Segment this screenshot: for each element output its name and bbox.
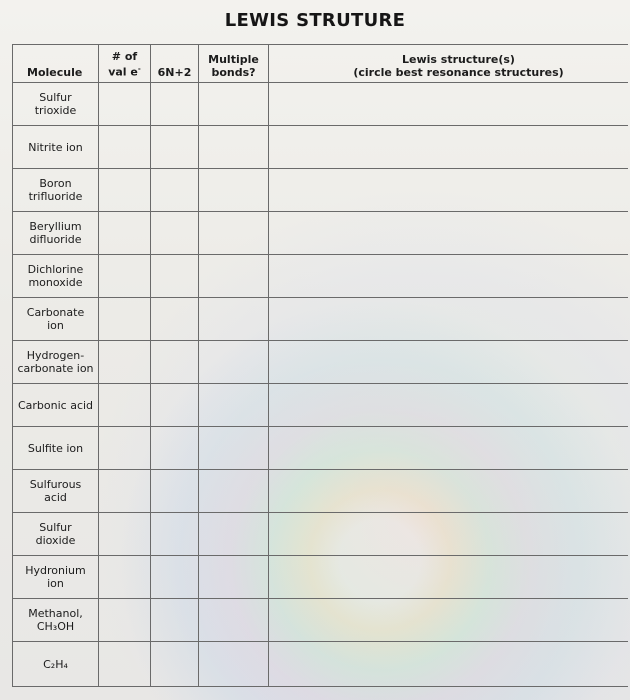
- multiple-bonds-cell[interactable]: [199, 169, 269, 212]
- molecule-name-line2: ion: [47, 577, 64, 590]
- valence-electrons-cell[interactable]: [99, 384, 151, 427]
- table-body: [13, 83, 629, 687]
- multiple-bonds-cell[interactable]: [199, 126, 269, 169]
- molecule-name-line1: Sulfur: [39, 91, 72, 104]
- header-multiple-line2: bonds?: [211, 66, 256, 79]
- molecule-name-line1: Sulfite ion: [27, 441, 84, 455]
- header-row: [13, 45, 629, 83]
- table-row-boron-trifluoride: [13, 169, 629, 212]
- molecule-name-cell: [13, 556, 99, 599]
- molecule-name-cell: [13, 212, 99, 255]
- six-n-plus-2-cell[interactable]: [151, 427, 199, 470]
- header-6n2-label: 6N+2: [157, 66, 192, 79]
- table-row-carbonic-acid: [13, 384, 629, 427]
- molecule-name-line1: Hydronium: [25, 564, 86, 577]
- molecule-name-line1: Beryllium: [29, 220, 82, 233]
- valence-electrons-cell[interactable]: [99, 255, 151, 298]
- valence-electrons-cell[interactable]: [99, 513, 151, 556]
- valence-electrons-cell[interactable]: [99, 83, 151, 126]
- molecule-name-line2: monoxide: [28, 276, 83, 289]
- table-row-carbonate-ion: [13, 298, 629, 341]
- lewis-structure-cell[interactable]: [269, 642, 629, 687]
- table-row-nitrite-ion: [13, 126, 629, 169]
- molecule-name-line1: Methanol,: [28, 607, 83, 620]
- lewis-structure-cell[interactable]: [269, 83, 629, 126]
- table-row-sulfur-trioxide: [13, 83, 629, 126]
- multiple-bonds-cell[interactable]: [199, 513, 269, 556]
- multiple-bonds-cell[interactable]: [199, 212, 269, 255]
- six-n-plus-2-cell[interactable]: [151, 599, 199, 642]
- molecule-name-line1: Sulfur: [39, 521, 72, 534]
- six-n-plus-2-cell[interactable]: [151, 212, 199, 255]
- valence-electrons-cell[interactable]: [99, 470, 151, 513]
- molecule-name-line1: Hydrogen-: [26, 349, 85, 362]
- valence-electrons-cell[interactable]: [99, 298, 151, 341]
- multiple-bonds-cell[interactable]: [199, 341, 269, 384]
- six-n-plus-2-cell[interactable]: [151, 470, 199, 513]
- header-multiple-bonds: [199, 45, 269, 83]
- molecule-name-line2: trioxide: [34, 104, 77, 117]
- molecule-name-cell: [13, 642, 99, 687]
- molecule-name-line1: Carbonate: [26, 306, 85, 319]
- molecule-name-line1: C₂H₄: [43, 657, 68, 671]
- six-n-plus-2-cell[interactable]: [151, 83, 199, 126]
- header-lewis-structures: [269, 45, 629, 83]
- table-row-hydrogen-carbonate-ion: [13, 341, 629, 384]
- header-multiple-line1: Multiple: [208, 53, 259, 66]
- lewis-structure-cell[interactable]: [269, 427, 629, 470]
- lewis-structure-cell[interactable]: [269, 126, 629, 169]
- table-row-beryllium-difluoride: [13, 212, 629, 255]
- lewis-structure-cell[interactable]: [269, 255, 629, 298]
- molecule-name-cell: [13, 255, 99, 298]
- multiple-bonds-cell[interactable]: [199, 642, 269, 687]
- lewis-structure-cell[interactable]: [269, 169, 629, 212]
- lewis-structure-cell[interactable]: [269, 556, 629, 599]
- six-n-plus-2-cell[interactable]: [151, 513, 199, 556]
- valence-electrons-cell[interactable]: [99, 642, 151, 687]
- molecule-name-line2: acid: [44, 491, 67, 504]
- six-n-plus-2-cell[interactable]: [151, 341, 199, 384]
- six-n-plus-2-cell[interactable]: [151, 126, 199, 169]
- six-n-plus-2-cell[interactable]: [151, 298, 199, 341]
- multiple-bonds-cell[interactable]: [199, 255, 269, 298]
- header-val-line1: # of: [111, 50, 138, 64]
- molecule-name-line2: ion: [47, 319, 64, 332]
- multiple-bonds-cell[interactable]: [199, 298, 269, 341]
- molecule-name-line2: carbonate ion: [17, 362, 94, 375]
- table-row-hydronium-ion: [13, 556, 629, 599]
- molecule-name-cell: [13, 470, 99, 513]
- lewis-structure-table: [12, 44, 628, 687]
- valence-electrons-cell[interactable]: [99, 556, 151, 599]
- valence-electrons-cell[interactable]: [99, 126, 151, 169]
- multiple-bonds-cell[interactable]: [199, 427, 269, 470]
- six-n-plus-2-cell[interactable]: [151, 642, 199, 687]
- header-val-superscript: -: [137, 65, 141, 74]
- header-val-line2: val e: [108, 66, 138, 79]
- valence-electrons-cell[interactable]: [99, 427, 151, 470]
- lewis-structure-cell[interactable]: [269, 341, 629, 384]
- six-n-plus-2-cell[interactable]: [151, 556, 199, 599]
- worksheet-table-container: [12, 44, 628, 700]
- header-lewis-line2: (circle best resonance structures): [353, 66, 564, 79]
- molecule-name-line2: difluoride: [29, 233, 82, 246]
- table-row-ethene: [13, 642, 629, 687]
- six-n-plus-2-cell[interactable]: [151, 384, 199, 427]
- lewis-structure-cell[interactable]: [269, 513, 629, 556]
- multiple-bonds-cell[interactable]: [199, 470, 269, 513]
- molecule-name-cell: [13, 341, 99, 384]
- molecule-name-line1: Boron: [39, 177, 72, 190]
- molecule-name-line2: trifluoride: [28, 190, 83, 203]
- table-row-methanol: [13, 599, 629, 642]
- molecule-name-line1: Nitrite ion: [28, 140, 83, 154]
- molecule-name-cell: [13, 513, 99, 556]
- molecule-name-cell: [13, 427, 99, 470]
- header-lewis-line1: Lewis structure(s): [402, 53, 515, 66]
- molecule-name-cell: [13, 126, 99, 169]
- header-molecule: [13, 45, 99, 83]
- molecule-name-cell: [13, 384, 99, 427]
- six-n-plus-2-cell[interactable]: [151, 255, 199, 298]
- valence-electrons-cell[interactable]: [99, 341, 151, 384]
- molecule-name-cell: [13, 169, 99, 212]
- lewis-structure-cell[interactable]: [269, 384, 629, 427]
- valence-electrons-cell[interactable]: [99, 599, 151, 642]
- header-molecule-label: Molecule: [27, 66, 83, 79]
- lewis-structure-cell[interactable]: [269, 470, 629, 513]
- multiple-bonds-cell[interactable]: [199, 83, 269, 126]
- molecule-name-line1: Carbonic acid: [17, 398, 94, 412]
- molecule-name-cell: [13, 83, 99, 126]
- lewis-structure-cell[interactable]: [269, 599, 629, 642]
- molecule-name-line1: Sulfurous: [29, 478, 82, 491]
- header-6n2: [151, 45, 199, 83]
- table-row-sulfurous-acid: [13, 470, 629, 513]
- multiple-bonds-cell[interactable]: [199, 556, 269, 599]
- lewis-structure-cell[interactable]: [269, 298, 629, 341]
- page-title: LEWIS STRUTURE: [224, 10, 406, 31]
- multiple-bonds-cell[interactable]: [199, 384, 269, 427]
- molecule-name-line1: Dichlorine: [27, 263, 84, 276]
- table-row-sulfite-ion: [13, 427, 629, 470]
- molecule-name-cell: [13, 599, 99, 642]
- valence-electrons-cell[interactable]: [99, 212, 151, 255]
- six-n-plus-2-cell[interactable]: [151, 169, 199, 212]
- multiple-bonds-cell[interactable]: [199, 599, 269, 642]
- lewis-structure-cell[interactable]: [269, 212, 629, 255]
- molecule-name-cell: [13, 298, 99, 341]
- table-row-sulfur-dioxide: [13, 513, 629, 556]
- header-valence-electrons: [99, 45, 151, 83]
- table-row-dichlorine-monoxide: [13, 255, 629, 298]
- valence-electrons-cell[interactable]: [99, 169, 151, 212]
- molecule-name-line2: dioxide: [35, 534, 76, 547]
- molecule-name-line2: CH₃OH: [36, 620, 75, 633]
- header-val-line2-wrap: [99, 63, 150, 79]
